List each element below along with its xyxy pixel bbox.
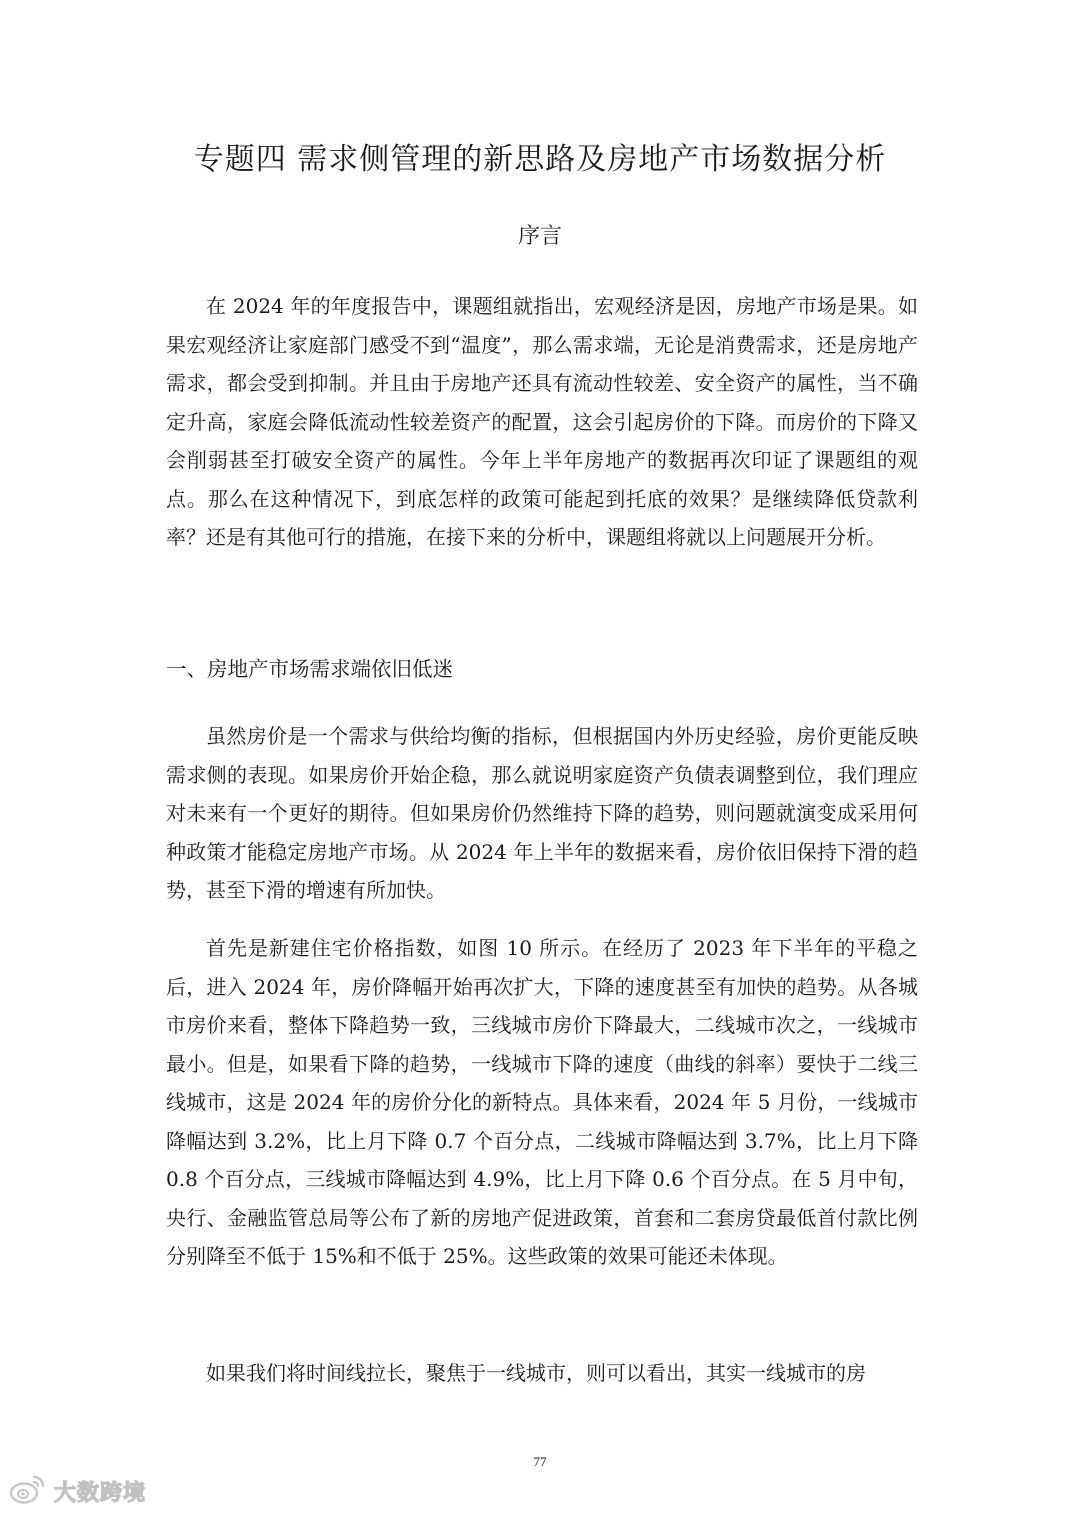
page-number: 77: [533, 1454, 547, 1469]
body-paragraph-2: 首先是新建住宅价格指数，如图 10 所示。在经历了 2023 年下半年的平稳之后，进入 2024 年，房价降幅开始再次扩大，下降的速度甚至有加快的趋势。从各城市房价来看，整体下降趋势一致，三线城市房价下降最大，二线城市次之，一线城市最小。但是，如果看下降的趋势，一线城市下降的速度（曲线的斜率）要快于二线三线城市，这是 2024 年的房价分化的新特点。具体来看，2024 年 5 月份，一线城市降幅达到 3.2%，比上月下降 0.7 个百分点，二线城市降幅达到 3.7%，比上月下降 0.8 个百分点，三线城市降幅达到 4.9%，比上月下降 0.6 个百分点。在 5 月中旬，央行、金融监管总局等公布了新的房地产促进政策，首套和二套房贷最低首付款比例分别降至不低于 15%和不低于 25%。这些政策的效果可能还未体现。: [166, 936, 918, 1268]
watermark-text: 大数跨境: [54, 1480, 147, 1506]
section-heading: 一、房地产市场需求端依旧低迷: [166, 657, 453, 681]
body-paragraph-1: 虽然房价是一个需求与供给均衡的指标，但根据国内外历史经验，房价更能反映需求侧的表现。如果房价开始企稳，那么就说明家庭资产负债表调整到位，我们理应对未来有一个更好的期待。但如果房价仍然维持下降的趋势，则问题就演变成采用何种政策才能稳定房地产市场。从 2024 年上半年的数据来看，房价依旧保持下滑的趋势，甚至下滑的增速有所加快。: [166, 724, 918, 902]
weibo-logo-icon: [8, 1472, 48, 1510]
subtitle: 序言: [517, 224, 562, 249]
body-paragraph-3: 如果我们将时间线拉长，聚焦于一线城市，则可以看出，其实一线城市的房: [206, 1361, 866, 1385]
intro-paragraph: 在 2024 年的年度报告中，课题组就指出，宏观经济是因，房地产市场是果。如果宏观经济让家庭部门感受不到“温度”，那么需求端，无论是消费需求，还是房地产需求，都会受到抑制。并且由于房地产还具有流动性较差、安全资产的属性，当不确定升高，家庭会降低流动性较差资产的配置，这会引起房价的下降。而房价的下降又会削弱甚至打破安全资产的属性。今年上半年房地产的数据再次印证了课题组的观点。那么在这种情况下，到底怎样的政策可能起到托底的效果？是继续降低贷款利率？还是有其他可行的措施，在接下来的分析中，课题组将就以上问题展开分析。: [166, 294, 918, 549]
watermark: [8, 1468, 146, 1514]
page-title: 专题四 需求侧管理的新思路及房地产市场数据分析: [193, 142, 887, 177]
